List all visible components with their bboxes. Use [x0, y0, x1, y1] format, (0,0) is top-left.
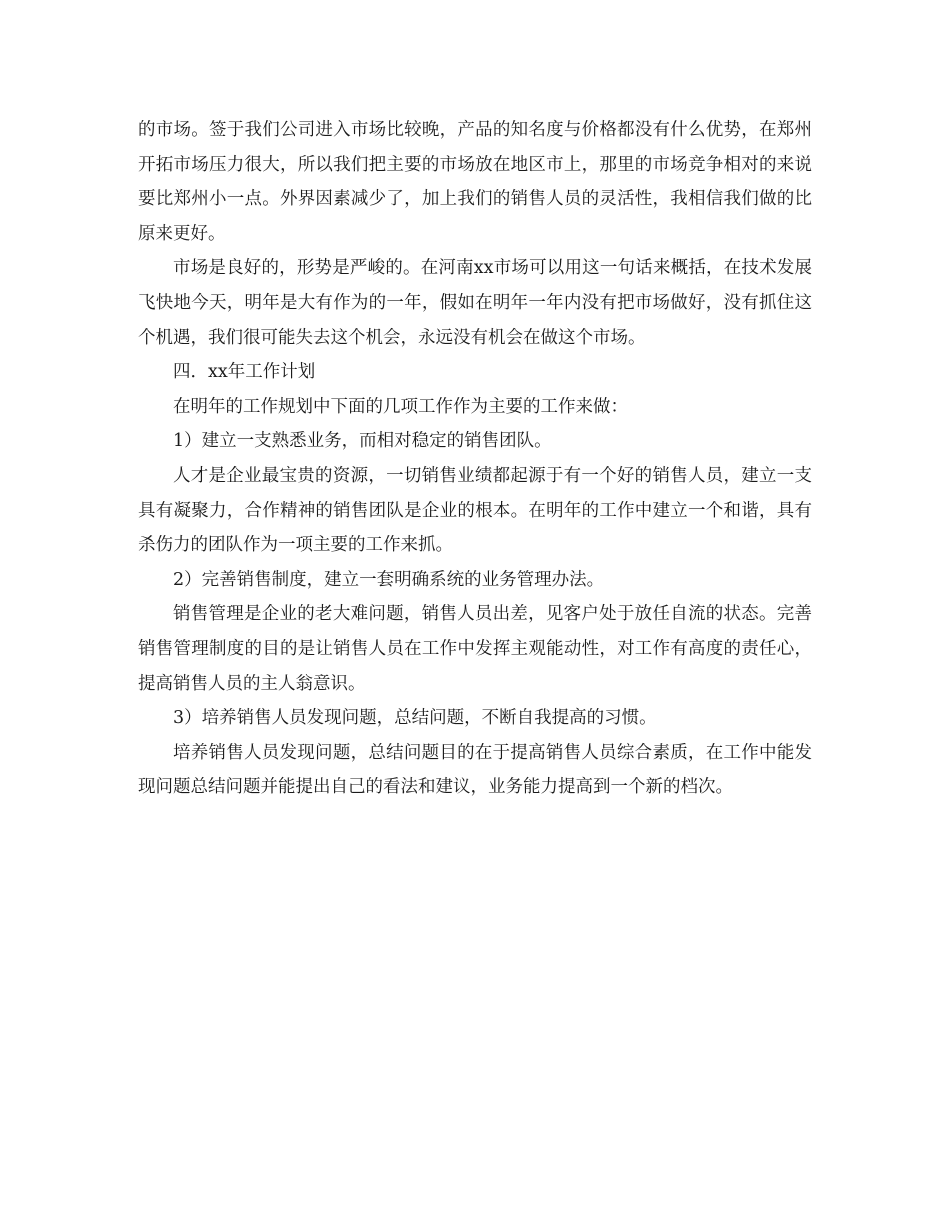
paragraph-plan-intro: 在明年的工作规划中下面的几项工作作为主要的工作来做： — [173, 396, 628, 417]
plan-item-2-body: 销售管理是企业的老大难问题，销售人员出差，见客户处于放任自流的状态。完善销售管理制度的目的是让销售人员在工作中发挥主观能动性，对工作有高度的责任心，提高销售人员的主人翁意识。 — [138, 604, 812, 694]
plan-item-1-heading: 1）建立一支熟悉业务，而相对稳定的销售团队。 — [173, 431, 552, 452]
plan-item-3-heading: 3）培养销售人员发现问题，总结问题，不断自我提高的习惯。 — [173, 708, 657, 729]
plan-item-1-body: 人才是企业最宝贵的资源，一切销售业绩都起源于有一个好的销售人员，建立一支具有凝聚力，合作精神的销售团队是企业的根本。在明年的工作中建立一个和谐，具有杀伤力的团队作为一项主要的工作来抓。 — [138, 465, 812, 556]
plan-item-2-heading: 2）完善销售制度，建立一套明确系统的业务管理办法。 — [173, 569, 605, 590]
document-body — [138, 113, 812, 805]
plan-item-3-body: 培养销售人员发现问题，总结问题目的在于提高销售人员综合素质，在工作中能发现问题总结问题并能提出自己的看法和建议，业务能力提高到一个新的档次。 — [138, 742, 812, 798]
paragraph-market-intro: 的市场。签于我们公司进入市场比较晚，产品的知名度与价格都没有什么优势，在郑州开拓市场压力很大，所以我们把主要的市场放在地区市上，那里的市场竞争相对的来说要比郑州小一点。外界因素减少了，加上我们的销售人员的灵活性，我相信我们做的比原来更好。 — [138, 120, 812, 244]
section-heading-work-plan: 四．xx年工作计划 — [173, 362, 316, 383]
paragraph-market-situation: 市场是良好的，形势是严峻的。在河南xx市场可以用这一句话来概括，在技术发展飞快地今天，明年是大有作为的一年，假如在明年一年内没有把市场做好，没有抓住这个机遇，我们很可能失去这个机会，永远没有机会在做这个市场。 — [138, 258, 812, 348]
